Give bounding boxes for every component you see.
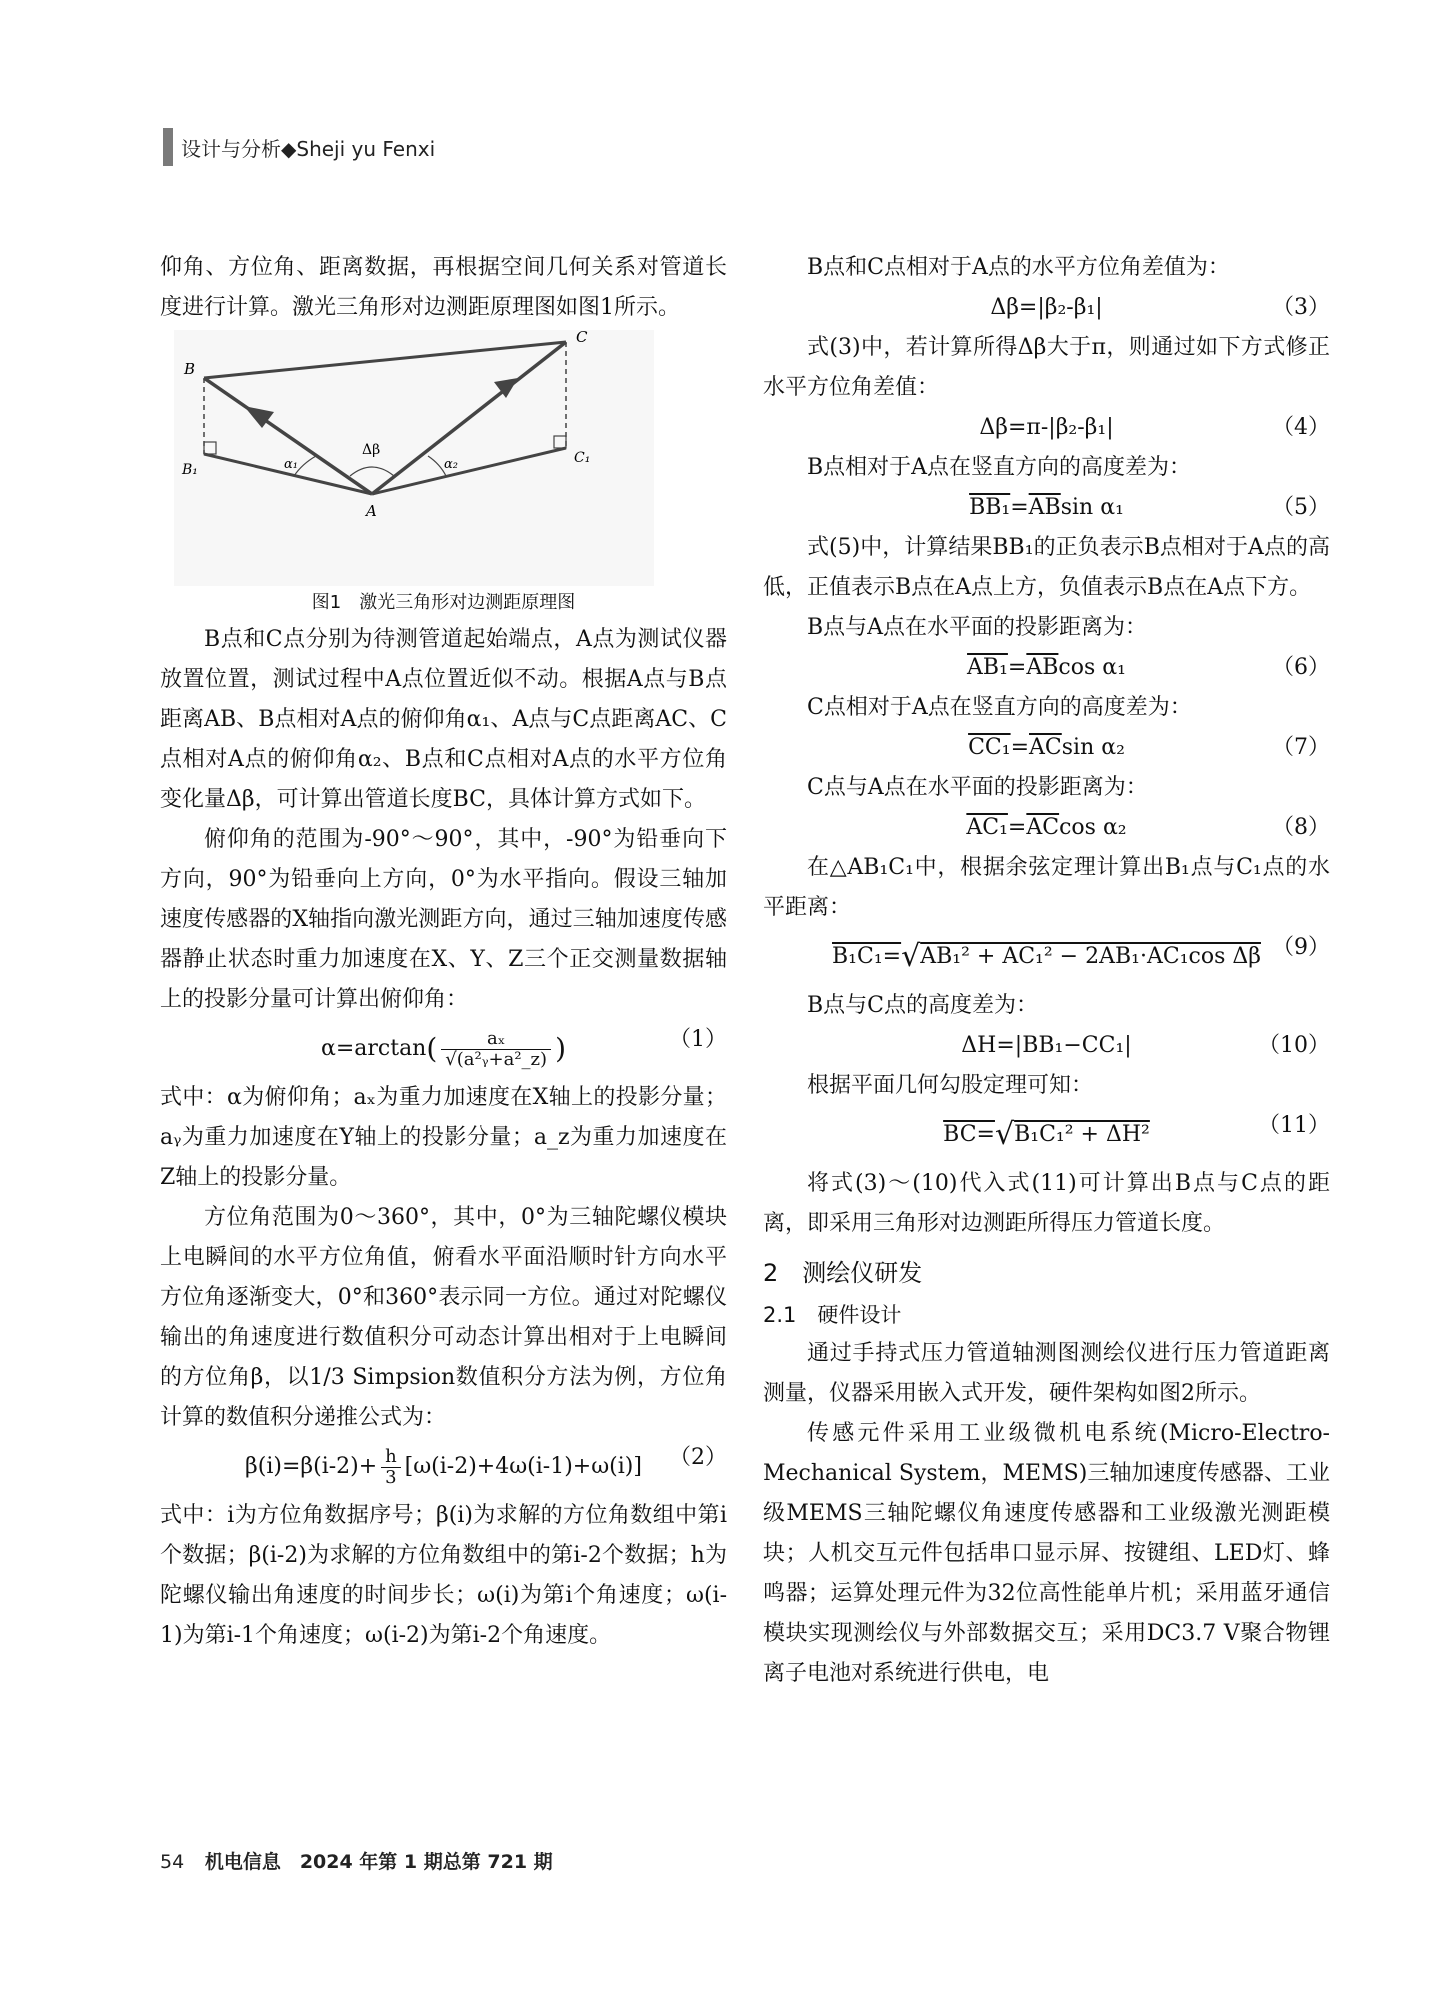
figure-caption: 图1 激光三角形对边测距原理图 xyxy=(311,592,576,613)
label-delta-beta: Δβ xyxy=(362,442,381,458)
paragraph: 通过手持式压力管道轴测图测绘仪进行压力管道距离测量，仪器采用嵌入式开发，硬件架构如图2所示。 xyxy=(763,1341,1330,1406)
eq8-a: AC₁ xyxy=(966,815,1008,840)
equation-3 xyxy=(763,288,1330,328)
header-bar xyxy=(163,128,173,166)
eq5-c: $\overline{AB}$ xyxy=(1028,495,1061,520)
eq7-a: CC₁ xyxy=(968,735,1011,760)
page-number: 54 xyxy=(160,1851,185,1873)
eq6-b: = xyxy=(1007,655,1027,680)
eq10-text: ΔH=|BB₁−CC₁| xyxy=(961,1033,1132,1058)
paragraph: B点相对于A点在竖直方向的高度差为： xyxy=(807,455,1192,480)
subsection-heading: 2.1 硬件设计 xyxy=(763,1303,902,1327)
eq11-lhs: BC= xyxy=(943,1122,995,1147)
figure-image xyxy=(174,330,654,586)
eq2-three: 3 xyxy=(381,1467,400,1488)
equation-8 xyxy=(763,808,1330,848)
equation-10 xyxy=(763,1026,1330,1066)
eq10-number: （10） xyxy=(1258,1033,1330,1058)
right-angle-c1 xyxy=(554,436,566,448)
eq11-radicand: B₁C₁² + ΔH² xyxy=(1014,1122,1150,1147)
paragraph: B点与C点的高度差为： xyxy=(807,993,1039,1018)
equation-2 xyxy=(160,1438,727,1496)
equation-9 xyxy=(763,928,1330,986)
label-c: C xyxy=(576,330,588,346)
eq8-c: $\overline{AC}$ xyxy=(1026,815,1060,840)
eq6-number: （6） xyxy=(1272,655,1330,680)
equation-4 xyxy=(763,408,1330,448)
paragraph: 式(5)中，计算结果BB₁的正负表示B点相对于A点的高低，正值表示B点在A点上方，负值表示B点在A点下方。 xyxy=(763,535,1330,600)
eq1-fraction xyxy=(441,1029,551,1070)
label-b1: B₁ xyxy=(182,462,198,478)
paragraph: 将式(3)～(10)代入式(11)可计算出B点与C点的距离，即采用三角形对边测距所得压力管道长度。 xyxy=(763,1171,1330,1236)
equation-1 xyxy=(160,1020,727,1078)
eq1-denominator: √(a²ᵧ+a²_z) xyxy=(441,1049,551,1070)
eq2-rhs: [ω(i-2)+4ω(i-1)+ω(i)] xyxy=(404,1454,642,1479)
eq2-h: h xyxy=(385,1445,397,1467)
paragraph: B点与A点在水平面的投影距离为： xyxy=(807,615,1148,640)
eq6-a: AB₁ xyxy=(967,655,1008,680)
journal-info: 机电信息 2024 年第 1 期总第 721 期 xyxy=(204,1851,553,1873)
eq1-paren-close: ) xyxy=(555,1032,566,1065)
paragraph: 根据平面几何勾股定理可知： xyxy=(807,1073,1094,1098)
eq2-fraction xyxy=(381,1447,400,1488)
paragraph: 式中：α为俯仰角；aₓ为重力加速度在X轴上的投影分量；aᵧ为重力加速度在Y轴上的投影分量；a_z为重力加速度在Z轴上的投影分量。 xyxy=(160,1085,727,1190)
eq7-number: （7） xyxy=(1272,735,1330,760)
equation-6 xyxy=(763,648,1330,688)
line-bc xyxy=(204,342,566,378)
angle-db-arc xyxy=(350,467,394,476)
paragraph: C点相对于A点在竖直方向的高度差为： xyxy=(807,695,1192,720)
eq9-number: （9） xyxy=(1272,935,1330,960)
eq9-lhs: B₁C₁= xyxy=(832,944,902,969)
paragraph: 式(3)中，若计算所得Δβ大于π，则通过如下方式修正水平方位角差值： xyxy=(763,335,1330,400)
sqrt-icon: √ xyxy=(901,939,921,974)
paragraph: 俯仰角的范围为-90°～90°，其中，-90°为铅垂向下方向，90°为铅垂向上方向，0°为水平指向。假设三轴加速度传感器的X轴指向激光测距方向，通过三轴加速度传感器静止状态时重力加速度在X、Y、Z三个正交测量数据轴上的投影分量可计算出俯仰角： xyxy=(160,827,727,1012)
paragraph: 方位角范围为0～360°，其中，0°为三轴陀螺仪模块上电瞬间的水平方位角值，俯看水平面沿顺时针方向水平方位角逐渐变大，0°和360°表示同一方位。通过对陀螺仪输出的角速度进行数值积分可动态计算出相对于上电瞬间的方位角β，以1/3 Simpsion数值积分方法为例，方位角计算的数值积分递推公式为： xyxy=(160,1205,727,1430)
eq1-number: （1） xyxy=(669,1027,727,1052)
paragraph: 在△AB₁C₁中，根据余弦定理计算出B₁点与C₁点的水平距离： xyxy=(763,855,1330,920)
eq4-text: Δβ=π-|β₂-β₁| xyxy=(979,415,1114,440)
eq2-number: （2） xyxy=(669,1445,727,1470)
right-angle-b1 xyxy=(204,442,216,454)
equation-11 xyxy=(763,1106,1330,1164)
eq5-b: = xyxy=(1010,495,1029,520)
right-column xyxy=(763,248,1330,1694)
eq8-d: cos α₂ xyxy=(1059,815,1127,840)
eq7-b: = xyxy=(1010,735,1030,760)
label-b: B xyxy=(184,360,196,378)
label-alpha1: α₁ xyxy=(284,457,298,472)
eq3-number: （3） xyxy=(1272,295,1330,320)
paragraph: 式中：i为方位角数据序号；β(i)为求解的方位角数组中第i个数据；β(i-2)为求解的方位角数组中的第i-2个数据；h为陀螺仪输出角速度的时间步长；ω(i)为第i个角速度；ω(i-1)为第i-1个角速度；ω(i-2)为第i-2个角速度。 xyxy=(160,1503,727,1648)
line-ab xyxy=(204,378,372,494)
page-footer xyxy=(160,1847,553,1874)
section-heading: 2 测绘仪研发 xyxy=(763,1259,923,1287)
left-column xyxy=(160,248,727,1656)
eq8-number: （8） xyxy=(1272,815,1330,840)
sqrt-icon: √ xyxy=(994,1117,1015,1152)
paragraph: B点和C点相对于A点的水平方位角差值为： xyxy=(807,255,1230,280)
eq1-paren-open: ( xyxy=(426,1032,438,1065)
header-text: 设计与分析◆Sheji yu Fenxi xyxy=(181,136,436,161)
eq7-c: $\overline{AC}$ xyxy=(1029,735,1062,760)
paragraph: 仰角、方位角、距离数据，再根据空间几何关系对管道长度进行计算。激光三角形对边测距原理图如图1所示。 xyxy=(160,255,727,320)
eq5-d: sin α₁ xyxy=(1060,495,1124,520)
eq1-numerator: aₓ xyxy=(486,1027,506,1049)
eq1-lhs: α=arctan xyxy=(320,1036,427,1061)
eq7-d: sin α₂ xyxy=(1061,735,1125,760)
eq6-c: $\overline{AB}$ xyxy=(1026,655,1059,680)
eq4-number: （4） xyxy=(1272,415,1330,440)
paragraph: 传感元件采用工业级微机电系统(Micro-Electro-Mechanical System，MEMS)三轴加速度传感器、工业级MEMS三轴陀螺仪角速度传感器和工业级激光测距模块；人机交互元件包括串口显示屏、按键组、LED灯、蜂鸣器；运算处理元件为32位高性能单片机；采用蓝牙通信模块实现测绘仪与外部数据交互；采用DC3.7 V聚合物锂离子电池对系统进行供电，电 xyxy=(763,1421,1330,1686)
eq2-lhs: β(i)=β(i-2)+ xyxy=(245,1454,378,1479)
triangle-diagram xyxy=(174,330,654,586)
paragraph: C点与A点在水平面的投影距离为： xyxy=(807,775,1148,800)
label-c1: C₁ xyxy=(574,450,591,466)
eq9-radicand: AB₁² + AC₁² − 2AB₁·AC₁cos Δβ xyxy=(920,944,1261,969)
label-a: A xyxy=(366,502,377,520)
eq3-text: Δβ=|β₂-β₁| xyxy=(990,295,1103,320)
figure-1 xyxy=(160,330,727,620)
label-alpha2: α₂ xyxy=(444,457,458,472)
eq8-b: = xyxy=(1007,815,1027,840)
equation-7 xyxy=(763,728,1330,768)
eq5-number: （5） xyxy=(1272,495,1330,520)
running-header xyxy=(163,128,435,166)
eq6-d: cos α₁ xyxy=(1058,655,1126,680)
eq5-a: BB₁ xyxy=(969,495,1011,520)
eq11-number: （11） xyxy=(1258,1113,1330,1138)
equation-5 xyxy=(763,488,1330,528)
paragraph: B点和C点分别为待测管道起始端点，A点为测试仪器放置位置，测试过程中A点位置近似不动。根据A点与B点距离AB、B点相对A点的俯仰角α₁、A点与C点距离AC、C点相对A点的俯仰角α₂、B点和C点相对A点的水平方位角变化量Δβ，可计算出管道长度BC，具体计算方式如下。 xyxy=(160,627,727,812)
